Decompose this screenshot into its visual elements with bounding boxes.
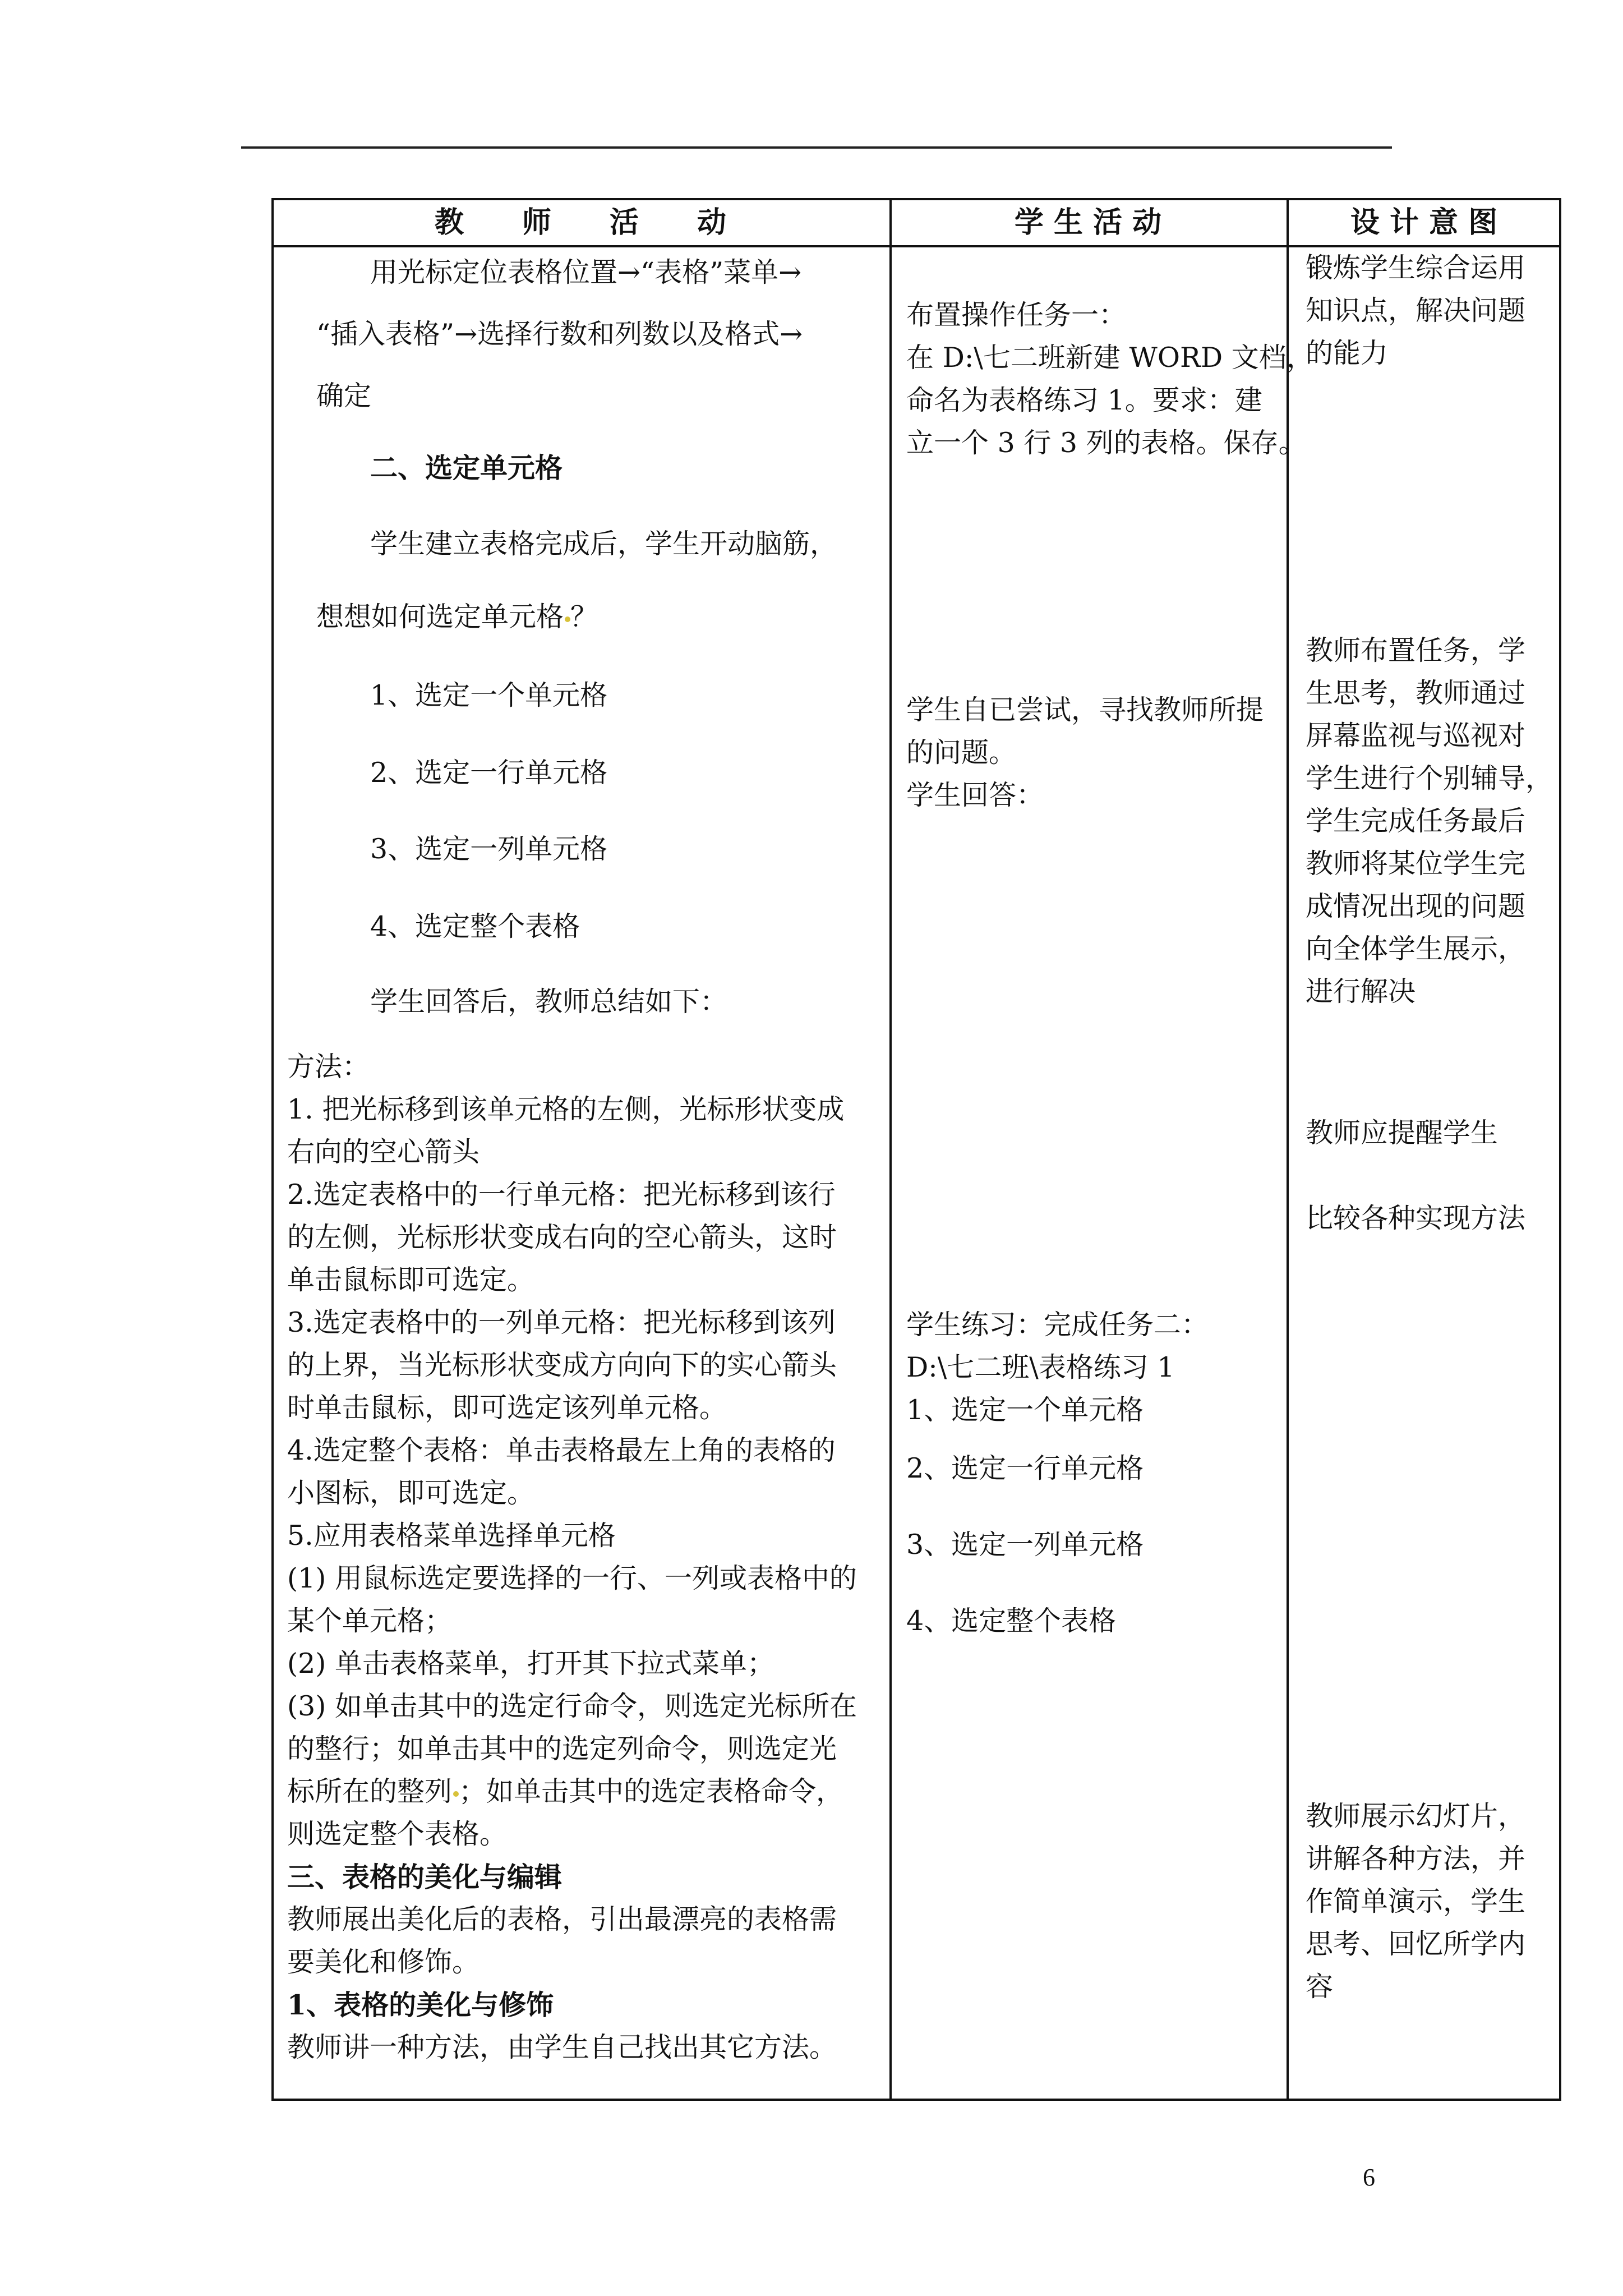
design-line: 比较各种实现方法 xyxy=(1306,1202,1526,1234)
method-line: 方法： xyxy=(287,1051,370,1083)
student-line: 布置操作任务一： xyxy=(906,299,1127,331)
header-teacher-activity: 教 师 活 动 xyxy=(434,205,726,240)
list-item: 4、选定整个表格 xyxy=(370,910,580,942)
teacher-paragraph: 确定 xyxy=(316,380,372,412)
student-line: 3、选定一列单元格 xyxy=(906,1529,1144,1561)
design-line: 教师将某位学生完 xyxy=(1306,848,1526,880)
student-line: 2、选定一行单元格 xyxy=(906,1452,1144,1484)
student-line: 学生练习：完成任务二： xyxy=(906,1309,1209,1341)
student-line: 的问题。 xyxy=(906,737,1017,769)
design-line: 进行解决 xyxy=(1306,976,1416,1007)
student-line: 4、选定整个表格 xyxy=(906,1605,1117,1637)
design-line: 学生完成任务最后 xyxy=(1306,805,1526,837)
design-line: 作简单演示，学生 xyxy=(1306,1885,1526,1917)
teacher-paragraph: 教师展出美化后的表格，引出最漂亮的表格需 xyxy=(287,1903,837,1935)
method-line: 标所在的整列 ；如单击其中的选定表格命令， xyxy=(287,1775,844,1807)
design-line: 成情况出现的问题 xyxy=(1306,890,1526,922)
method-line: 右向的空心箭头 xyxy=(287,1136,480,1168)
method-line: 的左侧，光标形状变成右向的空心箭头，这时 xyxy=(287,1221,837,1253)
method-line: (3) 如单击其中的选定行命令，则选定光标所在 xyxy=(287,1690,857,1722)
section-heading: 1、表格的美化与修饰 xyxy=(287,1989,554,2021)
teacher-paragraph: 要美化和修饰。 xyxy=(287,1946,480,1978)
teacher-paragraph: 学生建立表格完成后，学生开动脑筋， xyxy=(370,528,838,560)
method-line: 4.选定整个表格：单击表格最左上角的表格的 xyxy=(287,1434,836,1466)
section-heading: 三、表格的美化与编辑 xyxy=(287,1861,562,1893)
teacher-paragraph: “插入表格”→选择行数和列数以及格式→ xyxy=(316,318,803,350)
design-line: 的能力 xyxy=(1306,337,1389,369)
teacher-paragraph: 教师讲一种方法，由学生自己找出其它方法。 xyxy=(287,2031,837,2063)
method-line: 小图标，即可选定。 xyxy=(287,1477,535,1509)
header-row-divider xyxy=(271,245,1561,247)
student-line: 在 D:\七二班新建 WORD 文档， xyxy=(906,342,1314,374)
list-item: 2、选定一行单元格 xyxy=(370,757,608,789)
method-line: (1) 用鼠标选定要选择的一行、一列或表格中的 xyxy=(287,1562,857,1594)
method-line: 的整行；如单击其中的选定列命令，则选定光 xyxy=(287,1733,837,1765)
design-line: 生思考，教师通过 xyxy=(1306,677,1526,709)
design-line: 教师布置任务，学 xyxy=(1306,634,1526,666)
teacher-paragraph: 想想如何选定单元格 ？ xyxy=(316,601,598,633)
method-line: 的上界，当光标形状变成方向向下的实心箭头 xyxy=(287,1349,837,1381)
method-line: (2) 单击表格菜单，打开其下拉式菜单； xyxy=(287,1648,774,1680)
header-design-intent: 设 计 意 图 xyxy=(1350,205,1498,240)
design-line: 讲解各种方法，并 xyxy=(1306,1843,1526,1875)
student-line: 学生回答： xyxy=(906,779,1044,811)
column-divider-2 xyxy=(1287,198,1289,2101)
list-item: 1、选定一个单元格 xyxy=(370,679,608,711)
method-line: 1. 把光标移到该单元格的左侧，光标形状变成 xyxy=(287,1093,845,1125)
design-line: 向全体学生展示， xyxy=(1306,933,1526,965)
student-line: 1、选定一个单元格 xyxy=(906,1394,1144,1426)
method-line: 3.选定表格中的一列单元格：把光标移到该列 xyxy=(287,1306,836,1338)
design-line: 学生进行个别辅导， xyxy=(1306,762,1553,794)
student-line: D:\七二班\表格练习 1 xyxy=(906,1351,1175,1383)
header-student-activity: 学 生 活 动 xyxy=(1014,205,1162,240)
design-line: 锻炼学生综合运用 xyxy=(1306,252,1526,284)
design-line: 教师应提醒学生 xyxy=(1306,1117,1498,1149)
method-line: 2.选定表格中的一行单元格：把光标移到该行 xyxy=(287,1179,836,1211)
list-item: 3、选定一列单元格 xyxy=(370,833,608,865)
header-rule xyxy=(241,146,1392,149)
design-line: 屏幕监视与巡视对 xyxy=(1306,720,1526,752)
design-line: 容 xyxy=(1306,1971,1334,2003)
teacher-paragraph: 学生回答后，教师总结如下： xyxy=(370,986,728,1018)
method-line: 则选定整个表格。 xyxy=(287,1818,508,1850)
student-line: 学生自已尝试，寻找教师所提 xyxy=(906,694,1264,726)
design-line: 思考、回忆所学内 xyxy=(1306,1928,1526,1960)
column-divider-1 xyxy=(889,198,892,2101)
lesson-plan-table xyxy=(271,198,1561,2101)
student-line: 命名为表格练习 1。要求：建 xyxy=(906,384,1262,416)
teacher-paragraph: 用光标定位表格位置→“表格”菜单→ xyxy=(370,256,802,288)
page-number: 6 xyxy=(1363,2164,1375,2191)
method-line: 单击鼠标即可选定。 xyxy=(287,1264,535,1296)
student-line: 立一个 3 行 3 列的表格。保存。 xyxy=(906,427,1306,459)
method-line: 5.应用表格菜单选择单元格 xyxy=(287,1520,616,1552)
method-line: 某个单元格； xyxy=(287,1605,453,1637)
method-line: 时单击鼠标，即可选定该列单元格。 xyxy=(287,1392,727,1424)
design-line: 知识点，解决问题 xyxy=(1306,295,1526,326)
section-heading: 二、选定单元格 xyxy=(370,452,563,484)
design-line: 教师展示幻灯片， xyxy=(1306,1800,1526,1832)
